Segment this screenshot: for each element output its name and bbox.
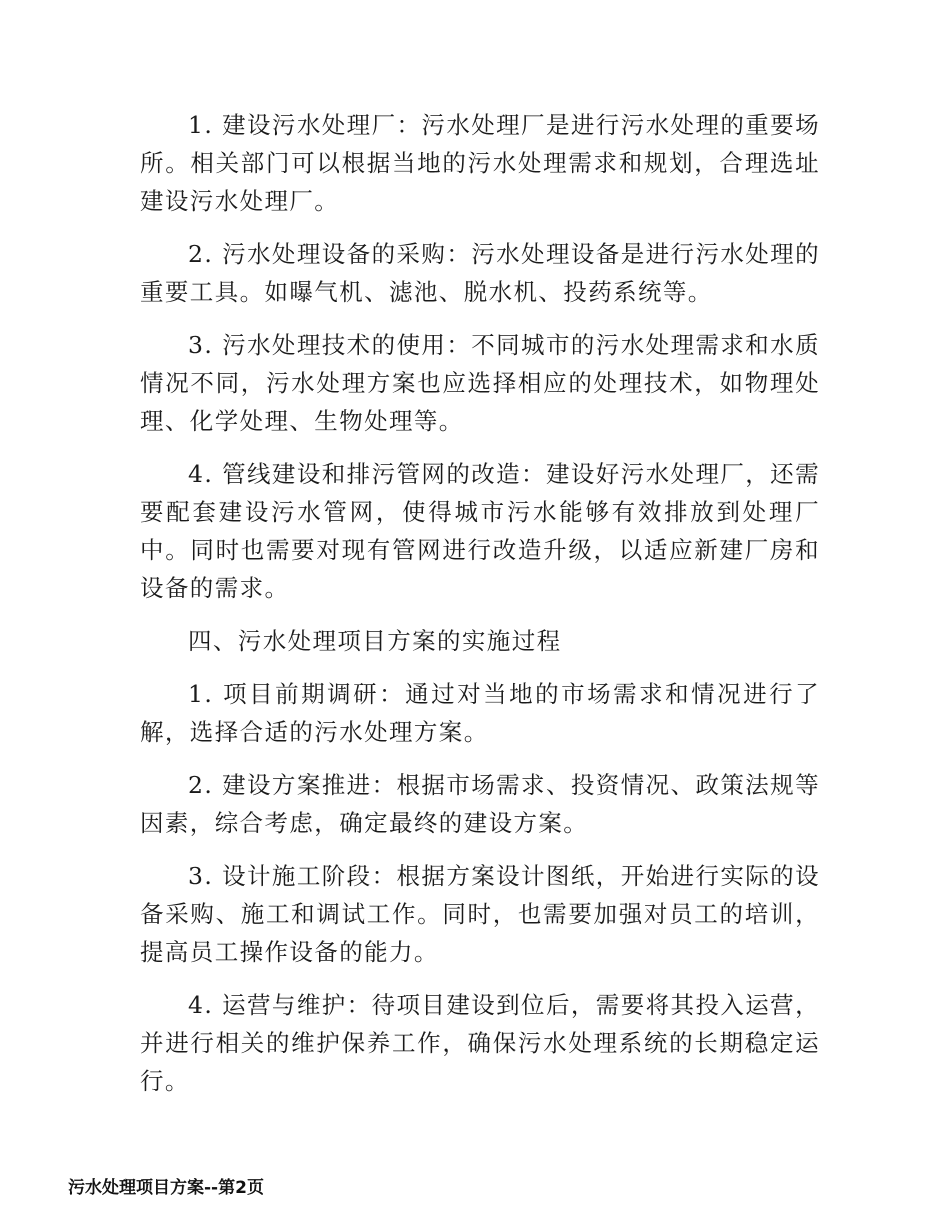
paragraph-preliminary-research: 1. 项目前期调研：通过对当地的市场需求和情况进行了解，选择合适的污水处理方案。 — [140, 680, 820, 746]
paragraph-pipeline-construction: 4. 管线建设和排污管网的改造：建设好污水处理厂，还需要配套建设污水管网，使得城市污水能够有效排放到处理厂中。同时也需要对现有管网进行改造升级，以适应新建厂房和设备的需求。 — [140, 460, 820, 602]
paragraph-design-construction: 3. 设计施工阶段：根据方案设计图纸，开始进行实际的设备采购、施工和调试工作。同时，也需要加强对员工的培训，提高员工操作设备的能力。 — [140, 862, 820, 966]
document-body — [140, 106, 820, 1115]
page-footer: 污水处理项目方案--第2页 — [68, 1178, 264, 1198]
paragraph-technology-use: 3. 污水处理技术的使用：不同城市的污水处理需求和水质情况不同，污水处理方案也应选择相应的处理技术，如物理处理、化学处理、生物处理等。 — [140, 331, 820, 435]
paragraph-plan-advancement: 2. 建设方案推进：根据市场需求、投资情况、政策法规等因素，综合考虑，确定最终的建设方案。 — [140, 771, 820, 837]
section-heading-implementation: 四、污水处理项目方案的实施过程 — [188, 627, 562, 655]
paragraph-operation-maintenance: 4. 运营与维护：待项目建设到位后，需要将其投入运营，并进行相关的维护保养工作，确保污水处理系统的长期稳定运行。 — [140, 991, 820, 1095]
paragraph-equipment-purchase: 2. 污水处理设备的采购：污水处理设备是进行污水处理的重要工具。如曝气机、滤池、脱水机、投药系统等。 — [140, 240, 820, 306]
paragraph-build-plant: 1. 建设污水处理厂：污水处理厂是进行污水处理的重要场所。相关部门可以根据当地的污水处理需求和规划，合理选址建设污水处理厂。 — [140, 111, 820, 215]
